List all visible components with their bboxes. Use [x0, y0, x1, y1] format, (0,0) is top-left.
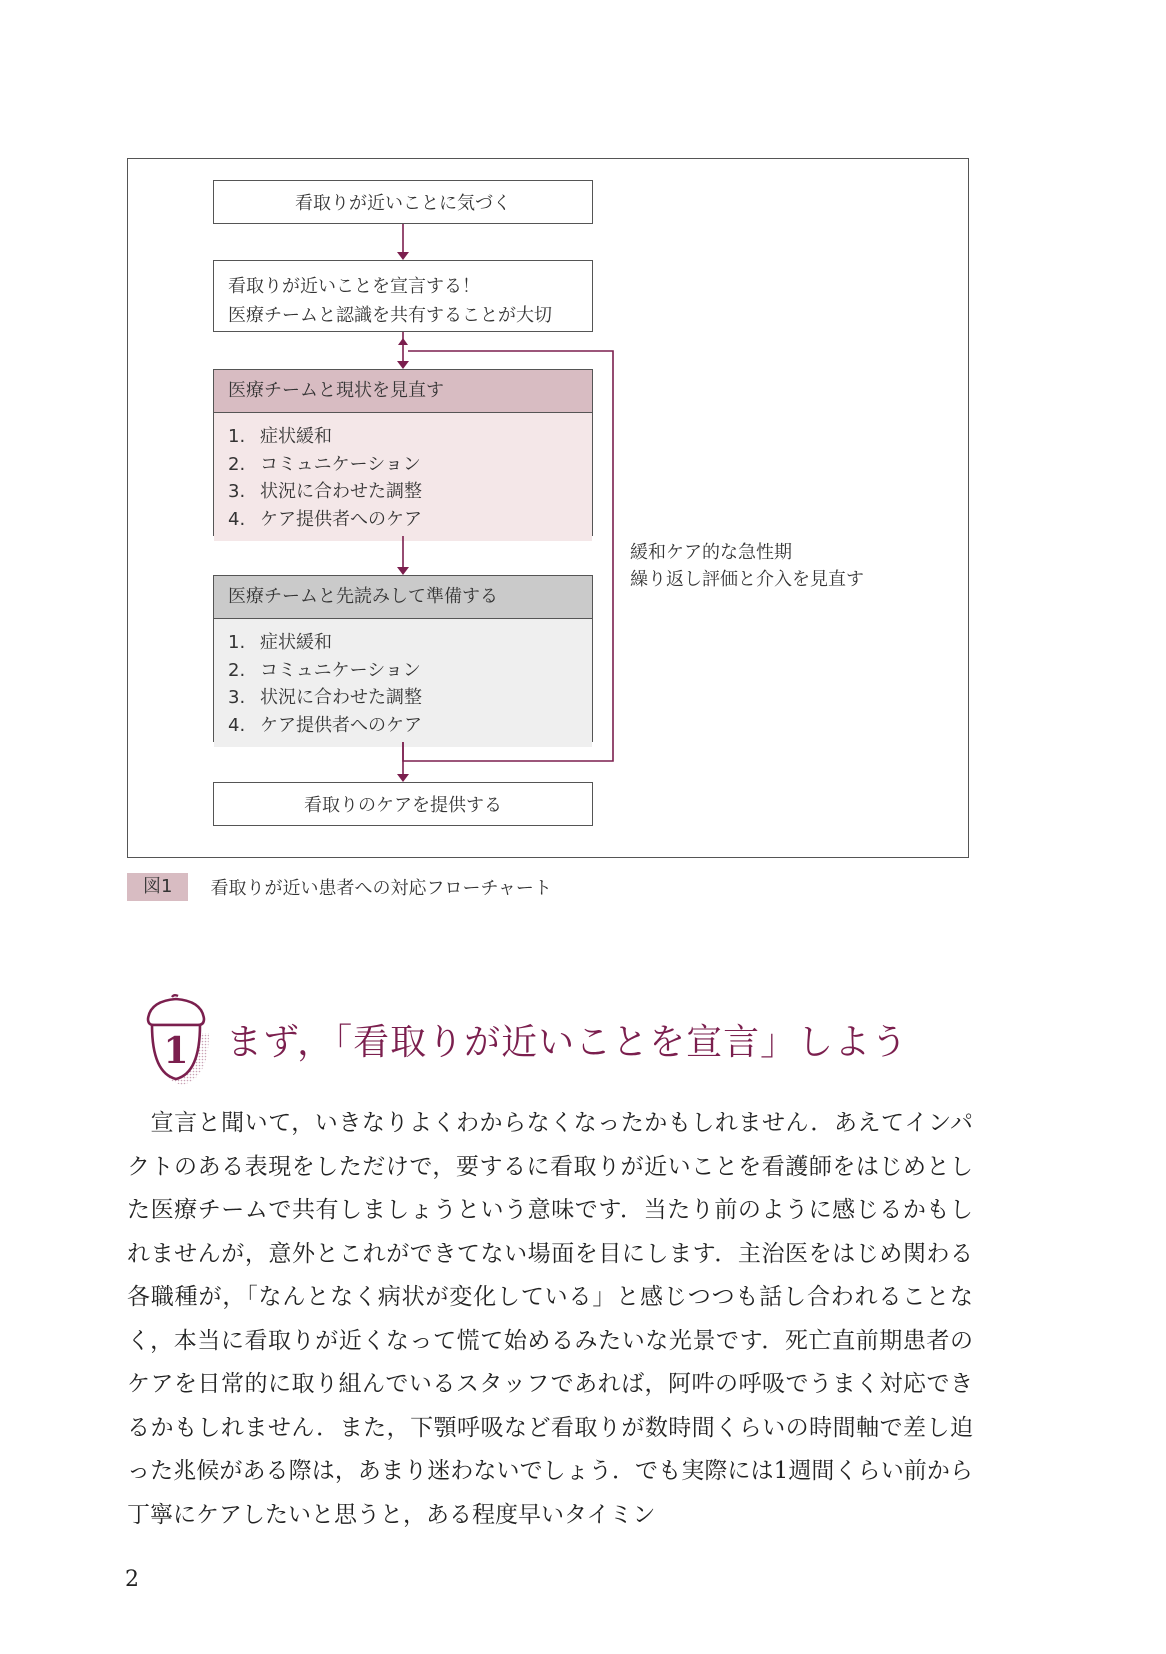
list-item: 2. コミュニケーション [228, 659, 421, 681]
flow-step-declare-line1: 看取りが近いことを宣言する！ [228, 276, 480, 297]
list-item: 1. 症状緩和 [228, 632, 332, 653]
list-item: 4. ケア提供者へのケア [228, 508, 422, 530]
figure-caption [127, 873, 552, 901]
page-number: 2 [125, 1567, 139, 1592]
acorn-number-icon [140, 993, 212, 1085]
flow-step-prepare [213, 575, 593, 742]
list-item: 1. 症状緩和 [228, 426, 332, 447]
flow-step-review-header: 医療チームと現状を見直す [214, 370, 592, 413]
flow-step-provide-care [213, 782, 593, 826]
flow-step-provide-care-text: 看取りのケアを提供する [304, 795, 502, 816]
flow-step-review [213, 369, 593, 536]
loop-annotation [630, 539, 864, 593]
figure-label: 図1 [127, 873, 188, 901]
flow-step-declare-line2: 医療チームと認識を共有することが大切 [228, 305, 552, 326]
body-paragraph: 宣言と聞いて，いきなりよくわからなくなったかもしれません．あえてインパクトのある表現をしただけで，要するに看取りが近いことを看護師をはじめとした医療チームで共有しましょうという意味です．当たり前のように感じるかもしれませんが，意外とこれができてない場面を目にします．主治医をはじめ関わる各職種が，「なんとなく病状が変化している」と感じつつも話し合われることなく，本当に看取りが近くなって慌て始めるみたいな光景です．死亡直前期患者のケアを日常的に取り組んでいるスタッフであれば，阿吽の呼吸でうまく対応できるかもしれません．また，下顎呼吸など看取りが数時間くらいの時間軸で差し迫った兆候がある際は，あまり迷わないでしょう．でも実際には1週間くらい前から丁寧にケアしたいと思うと，ある程度早いタイミン [127, 1110, 973, 1528]
list-item: 3. 状況に合わせた調整 [228, 481, 422, 502]
list-item: 4. ケア提供者へのケア [228, 714, 422, 736]
list-item: 3. 状況に合わせた調整 [228, 687, 422, 708]
section-number: 1 [163, 1030, 189, 1072]
flow-step-declare [213, 260, 593, 332]
body-text [127, 1102, 973, 1537]
list-item: 2. コミュニケーション [228, 453, 421, 475]
flow-step-review-list [214, 413, 592, 541]
flow-step-notice [213, 180, 593, 224]
flow-step-notice-text: 看取りが近いことに気づく [295, 193, 511, 214]
section-title: まず，「看取りが近いことを宣言」しよう [226, 1021, 909, 1063]
figure-caption-text: 看取りが近い患者への対応フローチャート [210, 878, 552, 899]
section-heading [140, 993, 908, 1085]
loop-annotation-line1: 緩和ケア的な急性期 [630, 542, 792, 563]
loop-annotation-line2: 繰り返し評価と介入を見直す [630, 569, 864, 590]
flow-step-prepare-header: 医療チームと先読みして準備する [214, 576, 592, 619]
flow-step-prepare-list [214, 619, 592, 747]
